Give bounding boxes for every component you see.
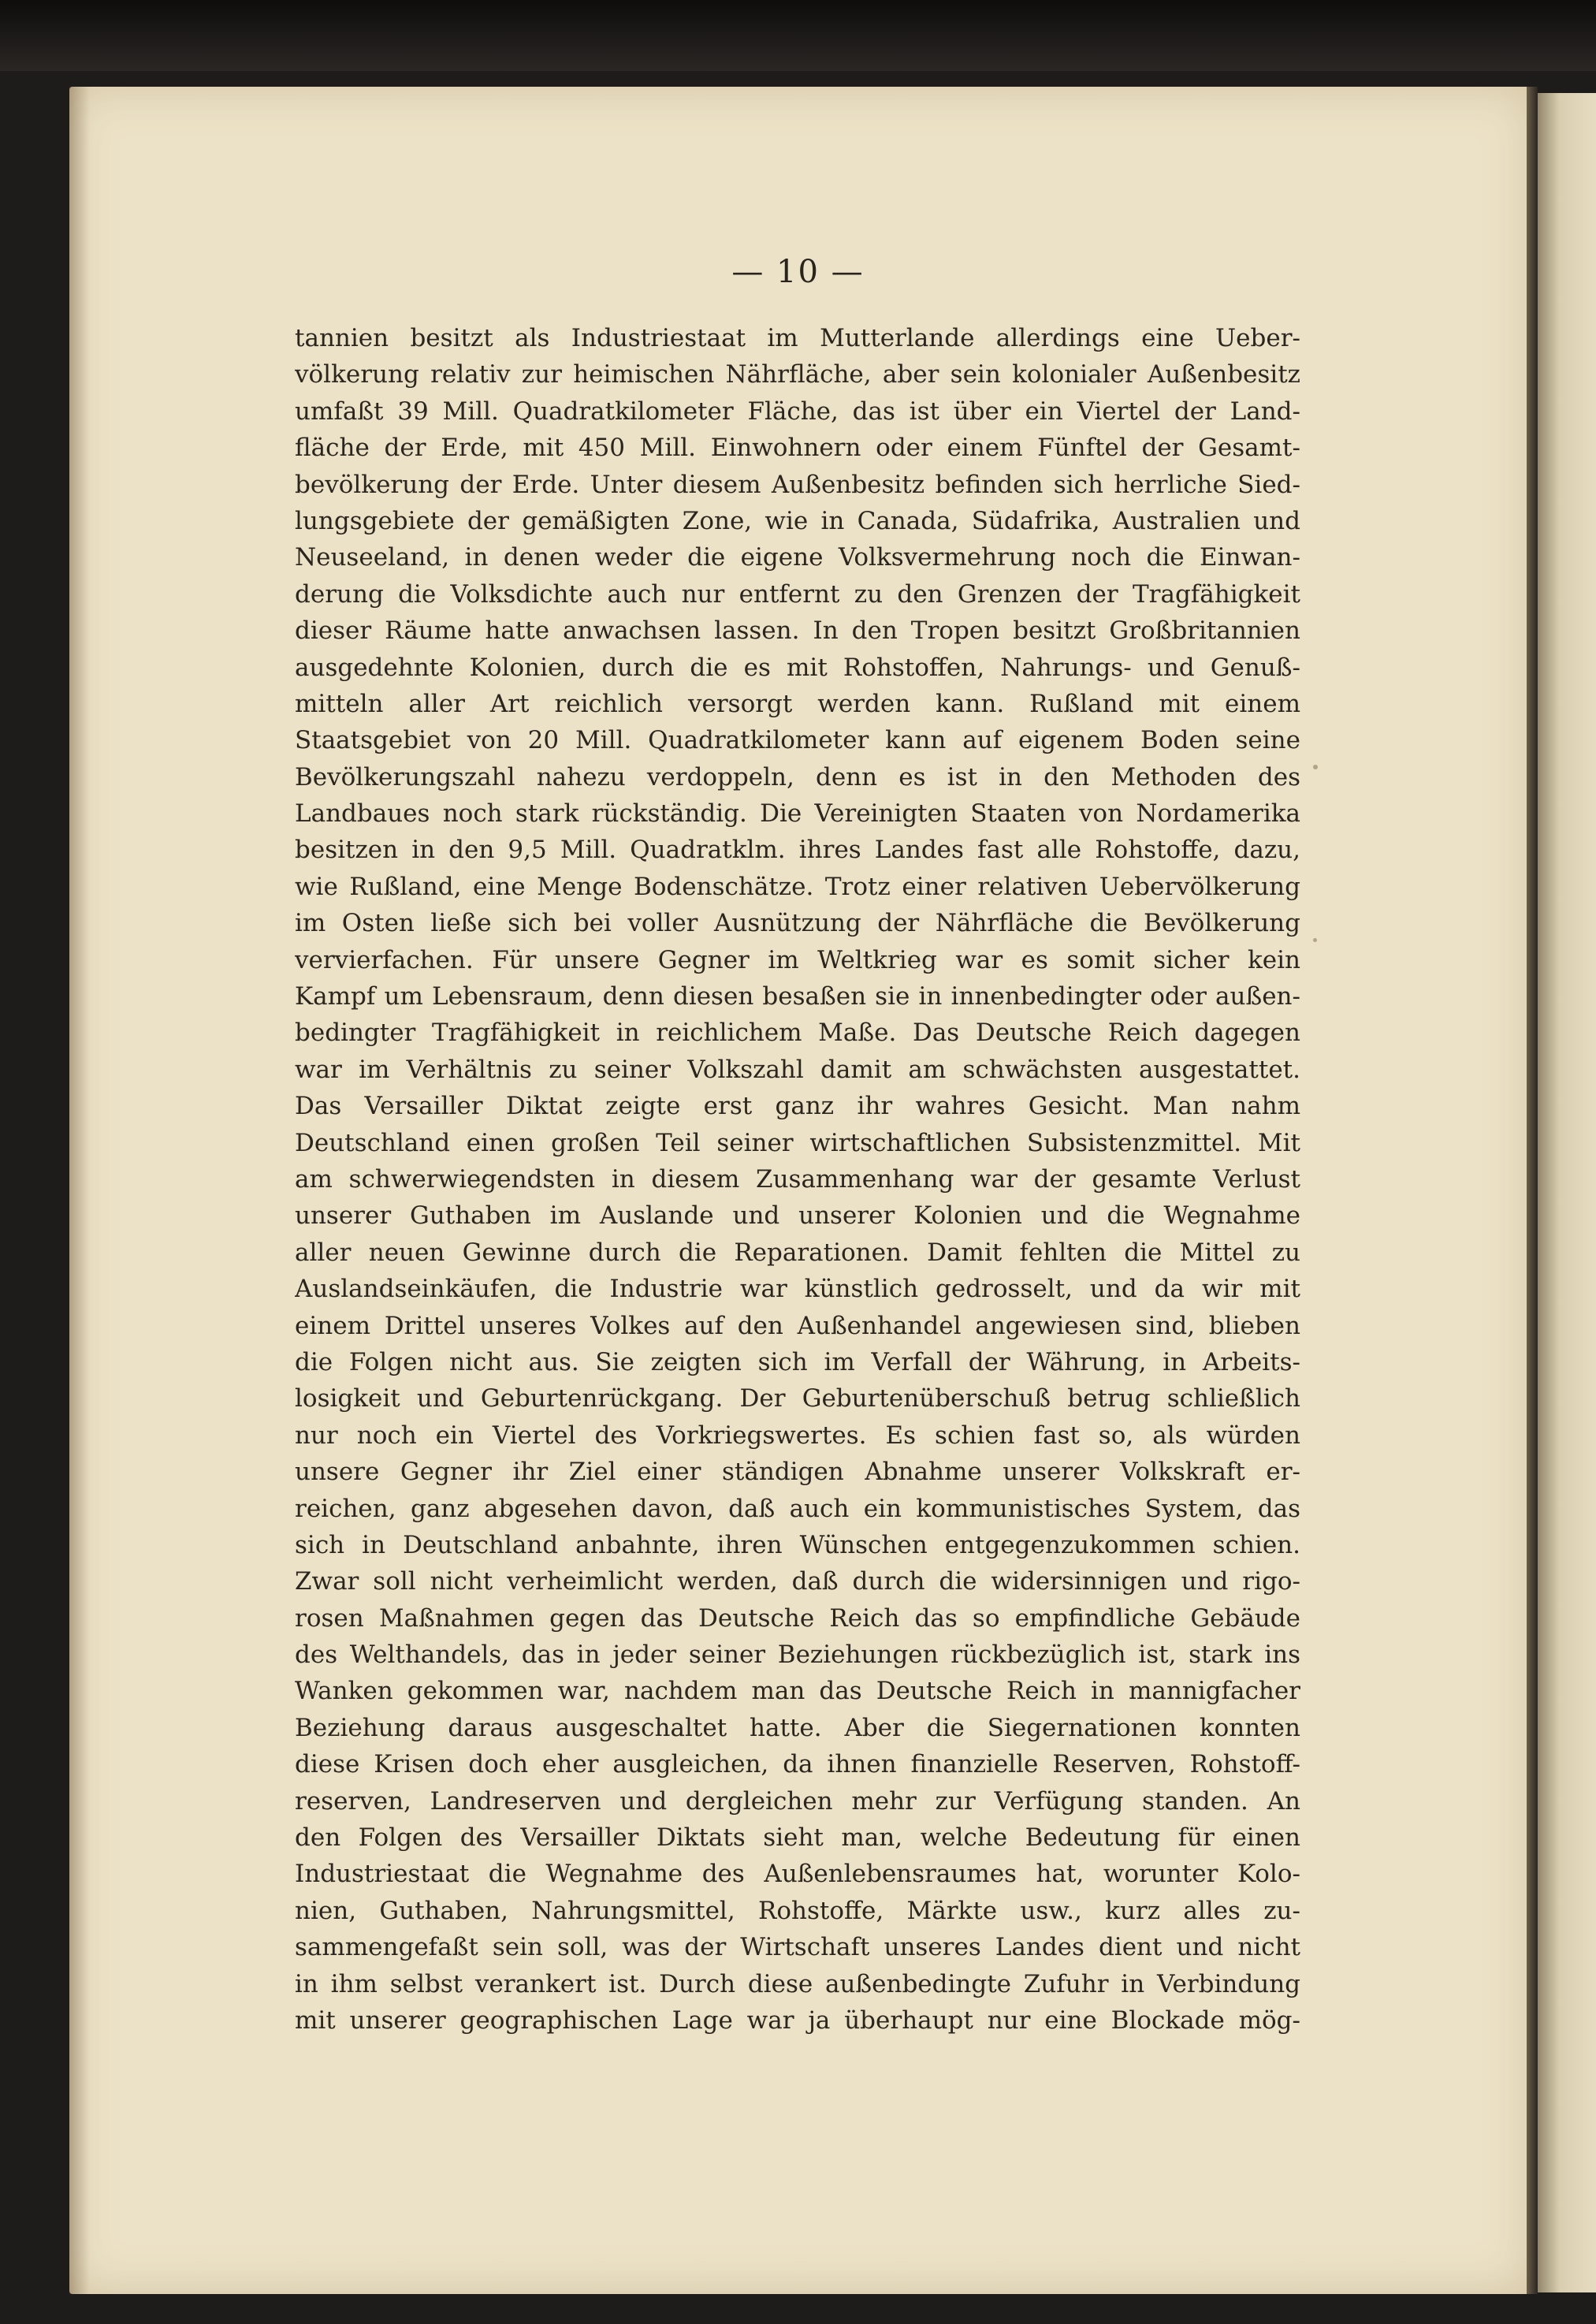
text-line: losigkeit und Geburtenrückgang. Der Geburtenüberschuß betrug schließlich (295, 1384, 1300, 1413)
text-line: mit unserer geographischen Lage war ja überhaupt nur eine Blockade mög- (295, 2006, 1300, 2035)
scan-background-top (0, 0, 1596, 71)
text-line: aller neuen Gewinne durch die Reparationen. Damit fehlten die Mittel zu (295, 1238, 1300, 1267)
text-line: diese Krisen doch eher ausgleichen, da ihnen finanzielle Reserven, Rohstoff- (295, 1750, 1300, 1779)
text-line: Deutschland einen großen Teil seiner wirtschaftlichen Subsistenzmittel. Mit (295, 1128, 1300, 1157)
text-line: nur noch ein Viertel des Vorkriegswertes. Es schien fast so, als würden (295, 1421, 1300, 1450)
text-line: fläche der Erde, mit 450 Mill. Einwohnern oder einem Fünftel der Gesamt- (295, 434, 1300, 463)
text-line: dieser Räume hatte anwachsen lassen. In den Tropen besitzt Großbritannien (295, 616, 1300, 646)
text-line: nien, Guthaben, Nahrungsmittel, Rohstoffe, Märkte usw., kurz alles zu- (295, 1896, 1300, 1925)
text-line: im Osten ließe sich bei voller Ausnützung der Nährfläche die Bevölkerung (295, 909, 1300, 938)
text-line: wie Rußland, eine Menge Bodenschätze. Trotz einer relativen Uebervölkerung (295, 872, 1300, 901)
text-line: sich in Deutschland anbahnte, ihren Wünschen entgegenzukommen schien. (295, 1530, 1300, 1559)
text-line: besitzen in den 9,5 Mill. Quadratklm. ihres Landes fast alle Rohstoffe, dazu, (295, 836, 1300, 865)
text-line: sammengefaßt sein soll, was der Wirtschaft unseres Landes dient und nicht (295, 1933, 1300, 1962)
text-line: tannien besitzt als Industriestaat im Mutterlande allerdings eine Ueber- (295, 324, 1300, 352)
text-line: des Welthandels, das in jeder seiner Beziehungen rückbezüglich ist, stark ins (295, 1641, 1300, 1670)
text-line: völkerung relativ zur heimischen Nährfläche, aber sein kolonialer Außenbesitz (295, 360, 1300, 389)
text-line: umfaßt 39 Mill. Quadratkilometer Fläche, das ist über ein Viertel der Land- (295, 397, 1300, 426)
page-gutter (1527, 87, 1538, 2294)
text-line: lungsgebiete der gemäßigten Zone, wie in Canada, Südafrika, Australien und (295, 506, 1300, 535)
adjacent-page-edge (1535, 93, 1596, 2292)
text-line: war im Verhältnis zu seiner Volkszahl damit am schwächsten ausgestattet. (295, 1055, 1300, 1084)
text-line: Landbaues noch stark rückständig. Die Vereinigten Staaten von Nordamerika (295, 799, 1300, 829)
text-line: unserer Guthaben im Auslande und unserer Kolonien und die Wegnahme (295, 1201, 1300, 1231)
text-line: vervierfachen. Für unsere Gegner im Weltkrieg war es somit sicher kein (295, 945, 1300, 974)
text-line: ausgedehnte Kolonien, durch die es mit Rohstoffen, Nahrungs- und Genuß- (295, 653, 1300, 682)
text-line: Staatsgebiet von 20 Mill. Quadratkilometer kann auf eigenem Boden seine (295, 726, 1300, 755)
body-text (295, 320, 1300, 2039)
text-line: Wanken gekommen war, nachdem man das Deutsche Reich in mannigfacher (295, 1677, 1300, 1706)
text-line: bedingter Tragfähigkeit in reichlichem Maße. Das Deutsche Reich dagegen (295, 1019, 1300, 1048)
page-binding-shadow (69, 87, 90, 2294)
text-line: Zwar soll nicht verheimlicht werden, daß durch die widersinnigen und rigo- (295, 1567, 1300, 1596)
page-number: — 10 — (731, 254, 865, 290)
text-line: Beziehung daraus ausgeschaltet hatte. Aber die Siegernationen konnten (295, 1713, 1300, 1742)
text-line: einem Drittel unseres Volkes auf den Außenhandel angewiesen sind, blieben (295, 1311, 1300, 1340)
text-line: am schwerwiegendsten in diesem Zusammenhang war der gesamte Verlust (295, 1164, 1300, 1194)
text-line: in ihm selbst verankert ist. Durch diese außenbedingte Zufuhr in Verbindung (295, 1969, 1300, 1998)
text-line: reichen, ganz abgesehen davon, daß auch ein kommunistisches System, das (295, 1494, 1300, 1523)
text-line: reserven, Landreserven und dergleichen mehr zur Verfügung standen. An (295, 1786, 1300, 1816)
paper-speck (1313, 765, 1318, 769)
text-line: Industriestaat die Wegnahme des Außenlebensraumes hat, worunter Kolo- (295, 1860, 1300, 1889)
text-line: derung die Volksdichte auch nur entfernt zu den Grenzen der Tragfähigkeit (295, 579, 1300, 609)
text-line: Das Versailler Diktat zeigte erst ganz ihr wahres Gesicht. Man nahm (295, 1092, 1300, 1121)
text-line: den Folgen des Versailler Diktats sieht man, welche Bedeutung für einen (295, 1823, 1300, 1853)
text-line: mitteln aller Art reichlich versorgt werden kann. Rußland mit einem (295, 689, 1300, 718)
text-line: Kampf um Lebensraum, denn diesen besaßen sie in innenbedingter oder außen- (295, 982, 1300, 1011)
text-line: Auslandseinkäufen, die Industrie war künstlich gedrosselt, und da wir mit (295, 1275, 1300, 1304)
paper-speck (1313, 938, 1317, 942)
text-line: Bevölkerungszahl nahezu verdoppeln, denn es ist in den Methoden des (295, 762, 1300, 791)
text-line: bevölkerung der Erde. Unter diesem Außenbesitz befinden sich herrliche Sied- (295, 470, 1300, 499)
text-line: rosen Maßnahmen gegen das Deutsche Reich das so empfindliche Gebäude (295, 1603, 1300, 1633)
text-line: Neuseeland, in denen weder die eigene Volksvermehrung noch die Einwan- (295, 543, 1300, 572)
text-line: die Folgen nicht aus. Sie zeigten sich im Verfall der Währung, in Arbeits- (295, 1347, 1300, 1376)
text-line: unsere Gegner ihr Ziel einer ständigen Abnahme unserer Volkskraft er- (295, 1458, 1300, 1487)
